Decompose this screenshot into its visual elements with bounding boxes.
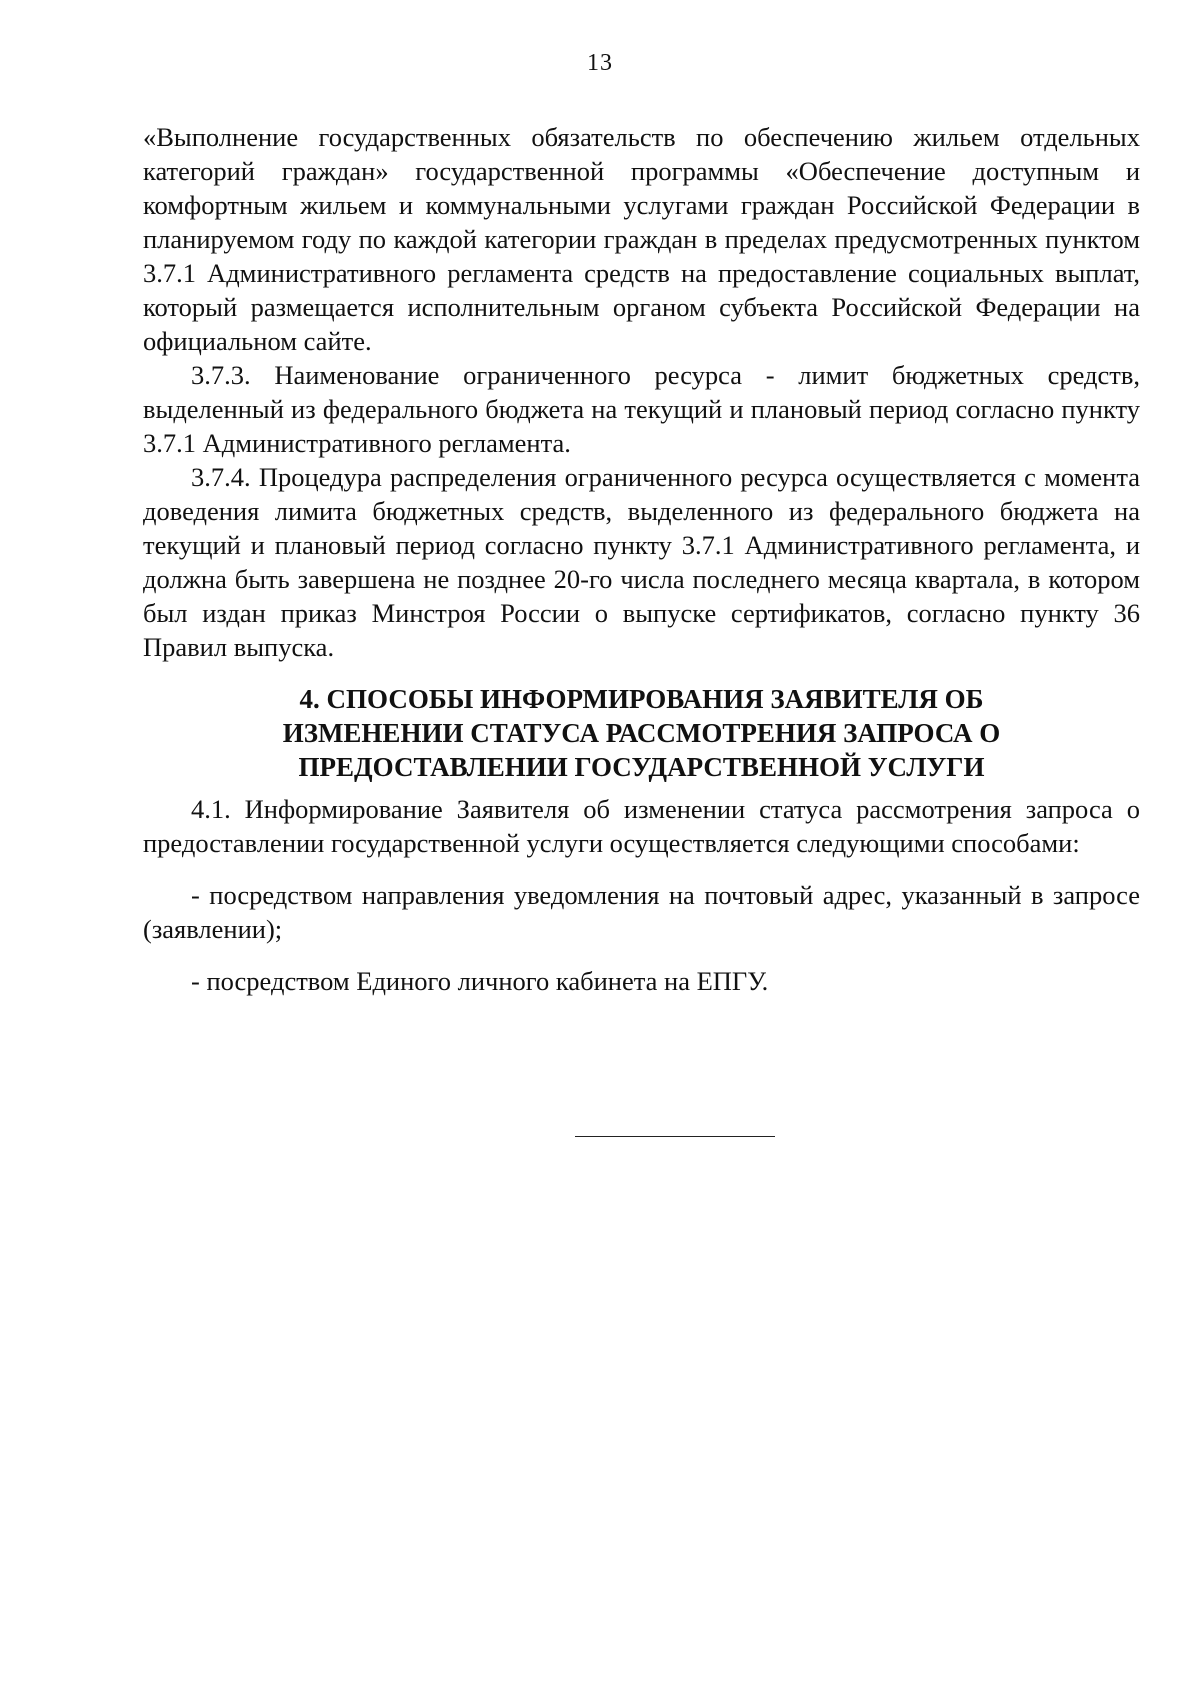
page-number: 13: [587, 50, 613, 76]
paragraph-3-7-3: 3.7.3. Наименование ограниченного ресурса - лимит бюджетных средств, выделенный из федерального бюджета на текущий и плановый период согласно пункту 3.7.1 Административного регламента.: [143, 360, 1140, 458]
paragraph-4-1: 4.1. Информирование Заявителя об изменении статуса рассмотрения запроса о предоставлении государственной услуги осуществляется следующими способами:: [143, 794, 1140, 858]
paragraph-3-7-4: 3.7.4. Процедура распределения ограниченного ресурса осуществляется с момента доведения лимита бюджетных средств, выделенного из федерального бюджета на текущий и плановый период согласно пункту 3.7.1 Административного регламента, и должна быть завершена не позднее 20-го числа последнего месяца квартала, в котором был издан приказ Минстроя России о выпуске сертификатов, согласно пункту 36 Правил выпуска.: [143, 462, 1140, 662]
list-item: - посредством Единого личного кабинета на ЕПГУ.: [191, 966, 769, 996]
section-4-heading: [143, 682, 1140, 784]
end-of-text-rule: [575, 1136, 775, 1137]
section-4-heading-line-2: ИЗМЕНЕНИИ СТАТУСА РАССМОТРЕНИЯ ЗАПРОСА О: [282, 718, 1001, 748]
section-4-heading-line-1: 4. СПОСОБЫ ИНФОРМИРОВАНИЯ ЗАЯВИТЕЛЯ ОБ: [299, 684, 984, 714]
section-4-heading-line-3: ПРЕДОСТАВЛЕНИИ ГОСУДАРСТВЕННОЙ УСЛУГИ: [298, 752, 985, 782]
document-body: [143, 120, 1140, 998]
spacer: [143, 946, 1140, 964]
spacer: [143, 860, 1140, 878]
list-item: - посредством направления уведомления на почтовый адрес, указанный в запросе (заявлении);: [143, 880, 1140, 944]
paragraph-intro: «Выполнение государственных обязательств по обеспечению жильем отдельных категорий граждан» государственной программы «Обеспечение доступным и комфортным жильем и коммунальными услугами граждан Российской Федерации в планируемом году по каждой категории граждан в пределах предусмотренных пунктом 3.7.1 Административного регламента средств на предоставление социальных выплат, который размещается исполнительным органом субъекта Российской Федерации на официальном сайте.: [143, 122, 1140, 356]
